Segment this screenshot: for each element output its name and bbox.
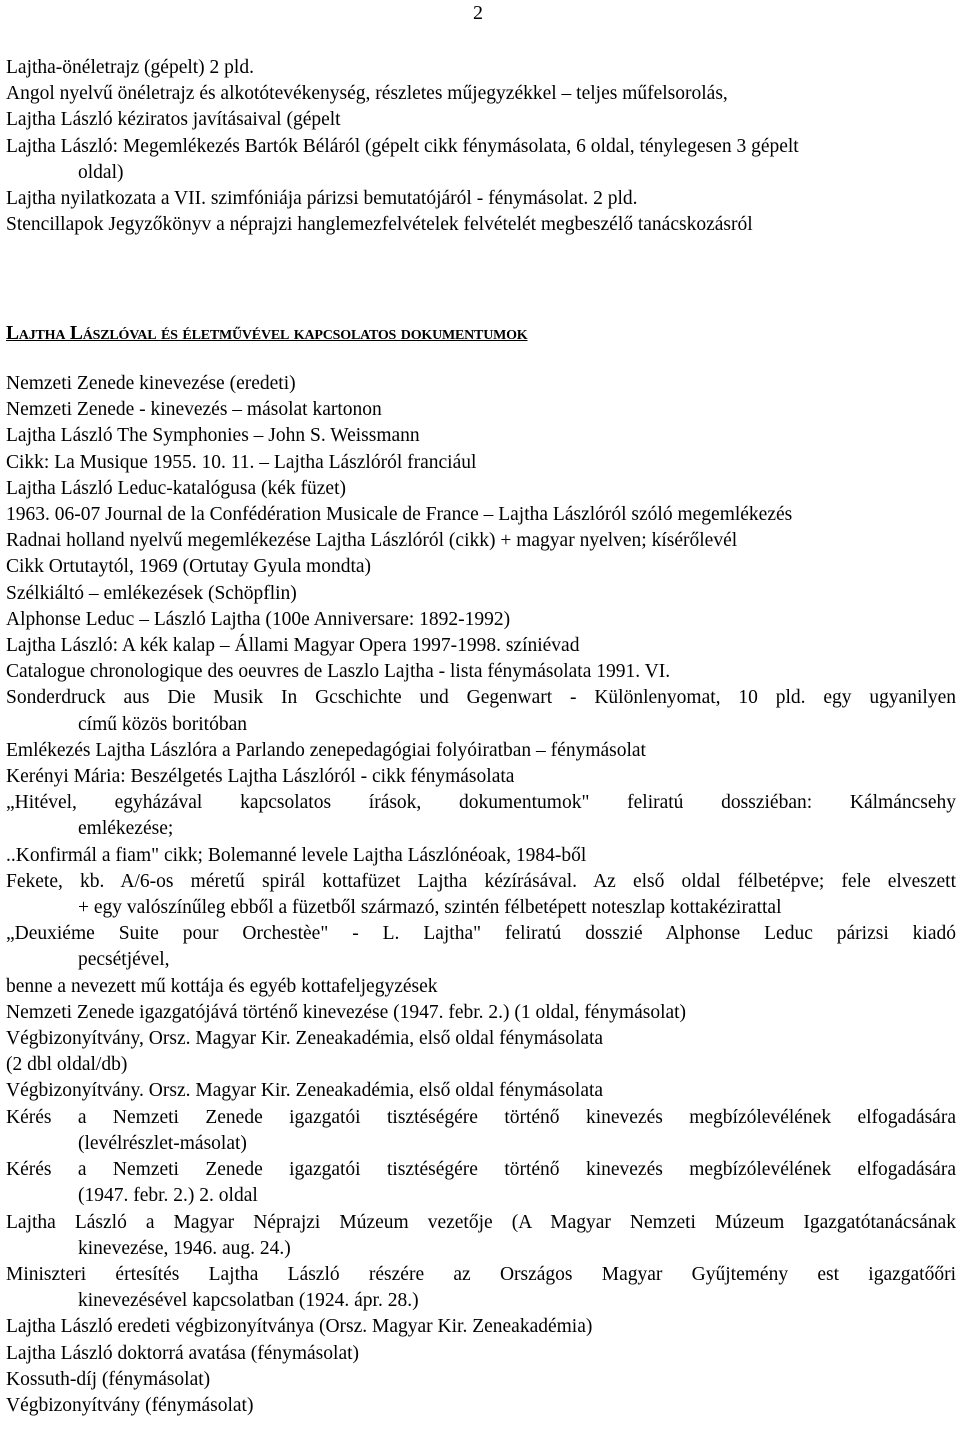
list-item-continuation: című közös boritóban bbox=[78, 713, 247, 735]
list-item: (2 dbl oldal/db) bbox=[6, 1054, 128, 1076]
list-item: Lajtha László The Symphonies – John S. Weissmann bbox=[6, 425, 420, 447]
list-item: Lajtha László Leduc-katalógusa (kék füzet) bbox=[6, 477, 347, 499]
list-item: Catalogue chronologique des oeuvres de Laszlo Lajtha - lista fénymásolata 1991. VI. bbox=[6, 661, 671, 683]
list-item-continuation: emlékezése; bbox=[78, 818, 174, 840]
list-item: Szélkiáltó – emlékezések (Schöpflin) bbox=[6, 582, 297, 604]
list-item-continuation: kinevezése, 1946. aug. 24.) bbox=[78, 1237, 291, 1259]
list-item: Lajtha László a Magyar Néprajzi Múzeum vezetője (A Magyar Nemzeti Múzeum Igazgatótanácsának bbox=[6, 1211, 956, 1233]
list-item: Kérés a Nemzeti Zenede igazgatói tisztéségére történő kinevezés megbízólevélének elfogadására bbox=[6, 1159, 956, 1181]
top-list bbox=[6, 55, 956, 238]
list-item: ..Konfirmál a fiam" cikk; Bolemanné levele Lajtha Lászlónéoak, 1984-ből bbox=[6, 844, 587, 866]
list-item: Sonderdruck aus Die Musik In Gcschichte und Gegenwart - Különlenyomat, 10 pld. egy ugyanilyen bbox=[6, 687, 956, 709]
list-item: Lajtha László doktorrá avatása (fénymásolat) bbox=[6, 1342, 360, 1364]
list-item: Végbizonyítvány, Orsz. Magyar Kir. Zeneakadémia, első oldal fénymásolata bbox=[6, 1028, 604, 1050]
list-item-continuation: (1947. febr. 2.) 2. oldal bbox=[78, 1185, 258, 1207]
list-item: Fekete, kb. A/6-os méretű spirál kottafüzet Lajtha kézírásával. Az első oldal félbetépve; fele elveszett bbox=[6, 870, 956, 892]
section-heading-block bbox=[6, 321, 956, 347]
list-item-continuation: (levélrészlet-másolat) bbox=[78, 1132, 247, 1154]
list-item: Végbizonyítvány (fénymásolat) bbox=[6, 1394, 254, 1416]
list-item-continuation: kinevezésével kapcsolatban (1924. ápr. 28.) bbox=[78, 1290, 419, 1312]
list-item: Alphonse Leduc – László Lajtha (100e Anniversare: 1892-1992) bbox=[6, 608, 511, 630]
list-item: Miniszteri értesítés Lajtha László részére az Országos Magyar Gyűjtemény est igazgatőőri bbox=[6, 1263, 956, 1285]
list-item: Lajtha-önéletrajz (gépelt) 2 pld. bbox=[6, 57, 254, 78]
list-item: benne a nevezett mű kottája és egyéb kottafeljegyzések bbox=[6, 975, 438, 997]
list-item-continuation: oldal) bbox=[78, 161, 124, 183]
list-item: Végbizonyítvány. Orsz. Magyar Kir. Zeneakadémia, első oldal fénymásolata bbox=[6, 1080, 604, 1102]
list-item: Kérés a Nemzeti Zenede igazgatói tisztéségére történő kinevezés megbízólevélének elfogadására bbox=[6, 1106, 956, 1128]
list-item: Lajtha nyilatkozata a VII. szimfóniája párizsi bemutatójáról - fénymásolat. 2 pld. bbox=[6, 188, 638, 210]
list-item: Kossuth-díj (fénymásolat) bbox=[6, 1368, 211, 1390]
list-item: Lajtha László kéziratos javításaival (gépelt bbox=[6, 109, 341, 131]
list-item-continuation: + egy valószínűleg ebből a füzetből származó, szintén félbetépett noteszlap kottakézirattal bbox=[78, 897, 782, 919]
section-heading: Lajtha Lászlóval és életművével kapcsolatos dokumentumok bbox=[6, 323, 528, 344]
list-item-continuation: pecsétjével, bbox=[78, 949, 170, 971]
page-number: 2 bbox=[473, 2, 483, 24]
list-item: Lajtha László eredeti végbizonyítványa (Orsz. Magyar Kir. Zeneakadémia) bbox=[6, 1316, 593, 1338]
list-item: Angol nyelvű önéletrajz és alkotótevékenység, részletes műjegyzékkel – teljes műfelsorolás, bbox=[6, 83, 728, 105]
list-item: Nemzeti Zenede - kinevezés – másolat kartonon bbox=[6, 399, 382, 421]
list-item: Emlékezés Lajtha Lászlóra a Parlando zenepedagógiai folyóiratban – fénymásolat bbox=[6, 739, 646, 761]
list-item: Kerényi Mária: Beszélgetés Lajtha Lászlóról - cikk fénymásolata bbox=[6, 766, 515, 788]
list-item: „Deuxiéme Suite pour Orchestèe" - L. Lajtha" feliratú dosszié Alphonse Leduc párizsi kiadó bbox=[6, 923, 956, 945]
list-item: Stencillapok Jegyzőkönyv a néprajzi hanglemezfelvételek felvételét megbeszélő tanácskozásról bbox=[6, 214, 753, 236]
documents-list bbox=[6, 371, 956, 1419]
list-item: 1963. 06-07 Journal de la Confédération Musicale de France – Lajtha Lászlóról szóló megemlékezés bbox=[6, 504, 793, 526]
list-item: Nemzeti Zenede kinevezése (eredeti) bbox=[6, 373, 296, 394]
list-item: Lajtha László: Megemlékezés Bartók Béláról (gépelt cikk fénymásolata, 6 oldal, ténylegesen 3 gépelt bbox=[6, 135, 799, 157]
list-item: Lajtha László: A kék kalap – Állami Magyar Opera 1997-1998. színiévad bbox=[6, 635, 580, 657]
list-item: Cikk: La Musique 1955. 10. 11. – Lajtha Lászlóról franciául bbox=[6, 451, 477, 473]
list-item: Cikk Ortutaytól, 1969 (Ortutay Gyula mondta) bbox=[6, 556, 372, 578]
list-item: „Hitével, egyházával kapcsolatos írások, dokumentumok" feliratú dossziéban: Kálmáncsehy bbox=[6, 792, 956, 814]
list-item: Nemzeti Zenede igazgatójává történő kinevezése (1947. febr. 2.) (1 oldal, fénymásolat) bbox=[6, 1001, 687, 1023]
list-item: Radnai holland nyelvű megemlékezése Lajtha Lászlóról (cikk) + magyar nyelven; kísérőlevél bbox=[6, 530, 738, 552]
